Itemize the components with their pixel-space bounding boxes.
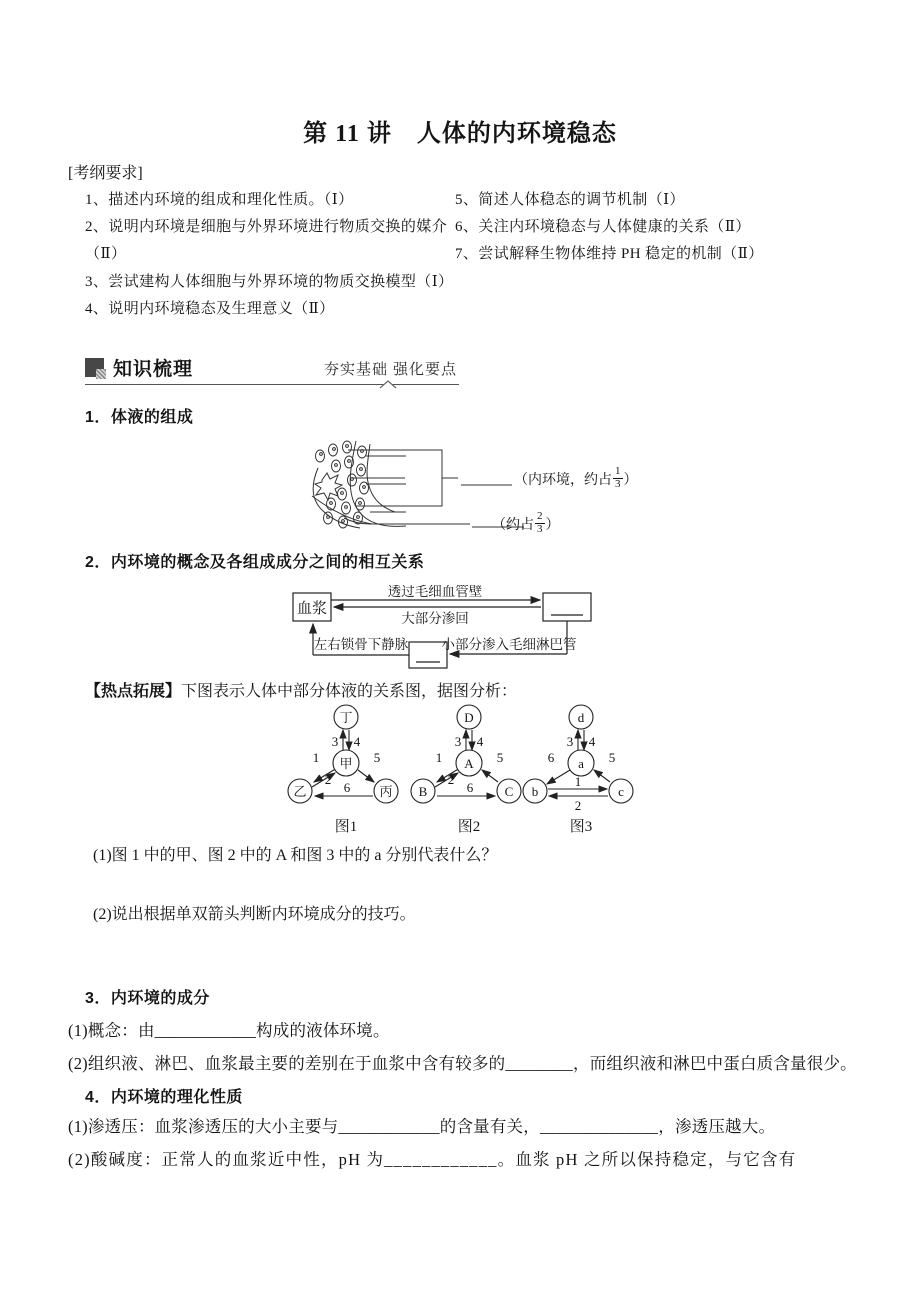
outline-item-7: 7、尝试解释生物体维持 PH 稳定的机制（Ⅱ） [455,246,764,262]
fig1-label-4: 4 [353,734,361,749]
fig3-label-6: 6 [547,750,555,765]
fig2-label-2: 2 [447,772,455,787]
fig2-label-1: 1 [435,750,443,765]
fig3-label-5: 5 [608,750,616,765]
outline-item-2-cont: （Ⅱ） [85,246,127,262]
section3-line1: (1)概念：由____________构成的液体环境。 [68,1021,390,1040]
fig2-label-4: 4 [476,734,484,749]
fig2-node-right: C [504,784,514,799]
fig2-node-mid: A [464,756,474,771]
fig3-node-top: d [577,710,585,725]
knowledge-tagline-left: 夯实基础 [324,362,389,378]
fig1-node-top: 丁 [339,710,353,725]
fig3-label-2: 2 [574,798,582,813]
subclavian-vein-label: 左右锁骨下静脉 [313,637,409,652]
figure3-diagram [518,700,643,838]
section3-heading: 3．内环境的成分 [85,990,210,1007]
knowledge-section-icon [85,358,104,377]
svg-text:血浆: 血浆 [296,601,328,617]
figure2-caption: 图2 [457,819,481,835]
fig1-node-left: 乙 [293,784,307,799]
question-2: (2)说出根据单双箭头判断内环境成分的技巧。 [93,906,416,923]
body-fluid-diagram-drawing [300,438,640,556]
outline-item-6: 6、关注内环境稳态与人体健康的关系（Ⅱ） [455,219,751,235]
tissue-fluid-box [543,593,591,621]
figure2-diagram [406,700,531,838]
fig1-label-1: 1 [312,750,320,765]
fig1-label-2: 2 [324,772,332,787]
figure1-caption: 图1 [334,819,358,835]
section4-line2: (2)酸碱度：正常人的血浆近中性，pH 为____________。血浆 pH 之所以保持稳定，与它含有 [68,1150,797,1169]
hotspot-tag: 【热点拓展】 [85,683,182,700]
fig3-label-3: 3 [566,734,574,749]
fig2-label-3: 3 [454,734,462,749]
outline-item-4: 4、说明内环境稳态及生理意义（Ⅱ） [85,301,335,317]
section4-line1: (1)渗透压：血浆渗透压的大小主要与____________的含量有关，______________，渗透压越大。 [68,1117,776,1136]
fig1-label-5: 5 [373,750,381,765]
hotspot-intro: 下图表示人体中部分体液的关系图，据图分析： [181,683,518,700]
section2-heading: 2．内环境的概念及各组成成分之间的相互关系 [85,554,425,571]
plasma-box [293,593,331,621]
body-fluid-diagram [300,438,700,558]
outline-item-1: 1、描述内环境的组成和理化性质。（Ⅰ） [85,192,354,208]
fig2-node-top: D [464,710,474,725]
lymph-capillary-label: 小部分渗入毛细淋巴管 [441,637,577,652]
figure3-caption: 图3 [569,819,593,835]
inner-environment-label: （内环境，约占 $\frac{1}{3}$ ） [514,465,638,490]
internal-environment-flow-diagram [285,585,865,680]
fig2-label-5: 5 [496,750,504,765]
seep-back-label: 大部分渗回 [401,611,469,626]
exam-outline-header: [考纲要求] [68,165,143,182]
fig3-label-1: 1 [574,774,582,789]
fig1-node-right: 丙 [379,784,393,799]
grouping-bracket [405,450,442,506]
section1-heading: 1．体液的组成 [85,409,194,426]
section3-line2: (2)组织液、淋巴、血浆最主要的差别在于血浆中含有较多的________，而组织液和淋巴中蛋白质含量很少。 [68,1054,857,1073]
fig2-label-6: 6 [466,780,474,795]
knowledge-tagline-right: 强化要点 [393,362,458,378]
fig3-node-right: c [618,784,624,799]
capillary-wall-label: 透过毛细血管壁 [387,585,483,599]
hotspot-line [85,678,517,701]
knowledge-header-rule [85,384,459,385]
rule-caret-icon [379,380,397,389]
fig3-node-left: b [531,784,539,799]
fig2-node-left: B [418,784,428,799]
fig3-node-mid: a [578,756,584,771]
fig1-node-mid: 甲 [339,756,353,771]
fig3-label-4: 4 [588,734,596,749]
section4-heading: 4．内环境的理化性质 [85,1089,243,1106]
knowledge-section-title: 知识梳理 [113,359,194,380]
fig1-label-3: 3 [331,734,339,749]
outline-item-3: 3、尝试建构人体细胞与外界环境的物质交换模型（Ⅰ） [85,274,454,290]
fig1-label-6: 6 [343,780,351,795]
figure1-diagram [283,700,408,838]
question-1: (1)图 1 中的甲、图 2 中的 A 和图 3 中的 a 分别代表什么？ [93,847,498,864]
page-title: 第 11 讲 人体的内环境稳态 [303,121,617,147]
outline-item-5: 5、简述人体稳态的调节机制（Ⅰ） [455,192,685,208]
intracellular-fraction-label: （约占 $\frac{2}{3}$ ） [492,510,560,535]
outline-item-2: 2、说明内环境是细胞与外界环境进行物质交换的媒介 [85,219,448,235]
